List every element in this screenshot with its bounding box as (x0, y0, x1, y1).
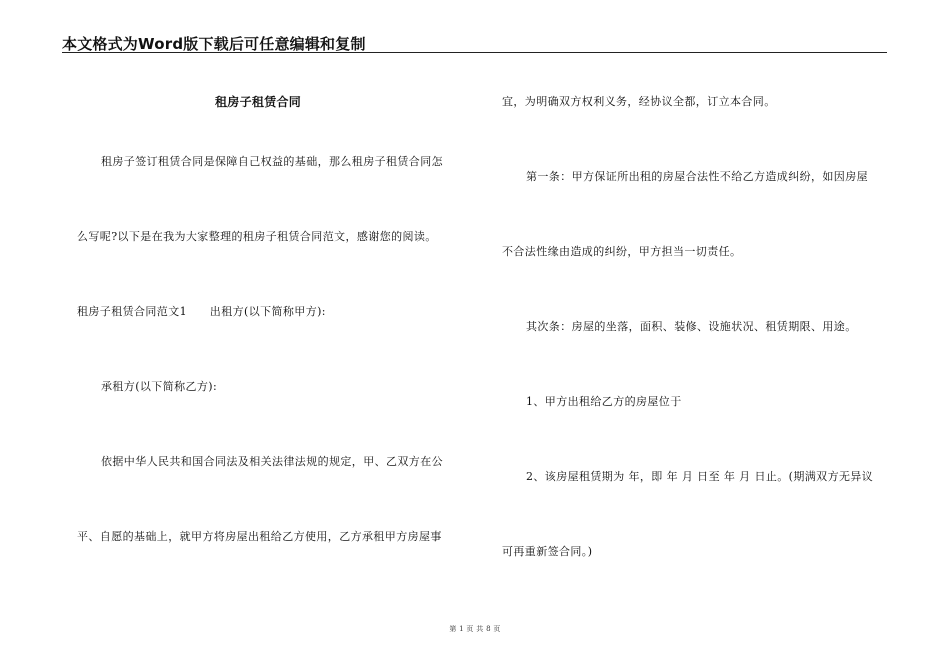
paragraph-line: 依据中华人民共和国合同法及相关法律法规的规定，甲、乙双方在公 (101, 455, 443, 468)
paragraph-line: 可再重新签合同。) (502, 545, 593, 558)
paragraph-line: 其次条：房屋的坐落，面积、装修、设施状况、租赁期限、用途。 (526, 320, 857, 333)
paragraph-line: 租房子租赁合同范文1 出租方(以下简称甲方): (77, 305, 326, 318)
paragraph-line: 第一条：甲方保证所出租的房屋合法性不给乙方造成纠纷，如因房屋 (526, 170, 868, 183)
paragraph-line: 平、自愿的基础上，就甲方将房屋出租给乙方使用，乙方承租甲方房屋事 (77, 530, 442, 543)
paragraph-line: 承租方(以下简称乙方): (101, 380, 218, 393)
page-indicator: 第 1 页 共 8 页 (449, 625, 501, 633)
header-banner: 本文格式为Word版下载后可任意编辑和复制 (62, 35, 366, 53)
document-title: 租房子租赁合同 (215, 95, 302, 109)
paragraph-line: 不合法性缘由造成的纠纷，甲方担当一切责任。 (502, 245, 742, 258)
paragraph-line: 么写呢?以下是在我为大家整理的租房子租赁合同范文，感谢您的阅读。 (77, 230, 437, 243)
paragraph-line: 宜，为明确双方权利义务，经协议全都，订立本合同。 (502, 95, 776, 108)
paragraph-line: 1、甲方出租给乙方的房屋位于 (526, 395, 682, 408)
header-rule (62, 52, 887, 53)
paragraph-line: 2、该房屋租赁期为 年，即 年 月 日至 年 月 日止。(期满双方无异议 (526, 470, 874, 483)
paragraph-line: 租房子签订租赁合同是保障自己权益的基础，那么租房子租赁合同怎 (101, 155, 443, 168)
